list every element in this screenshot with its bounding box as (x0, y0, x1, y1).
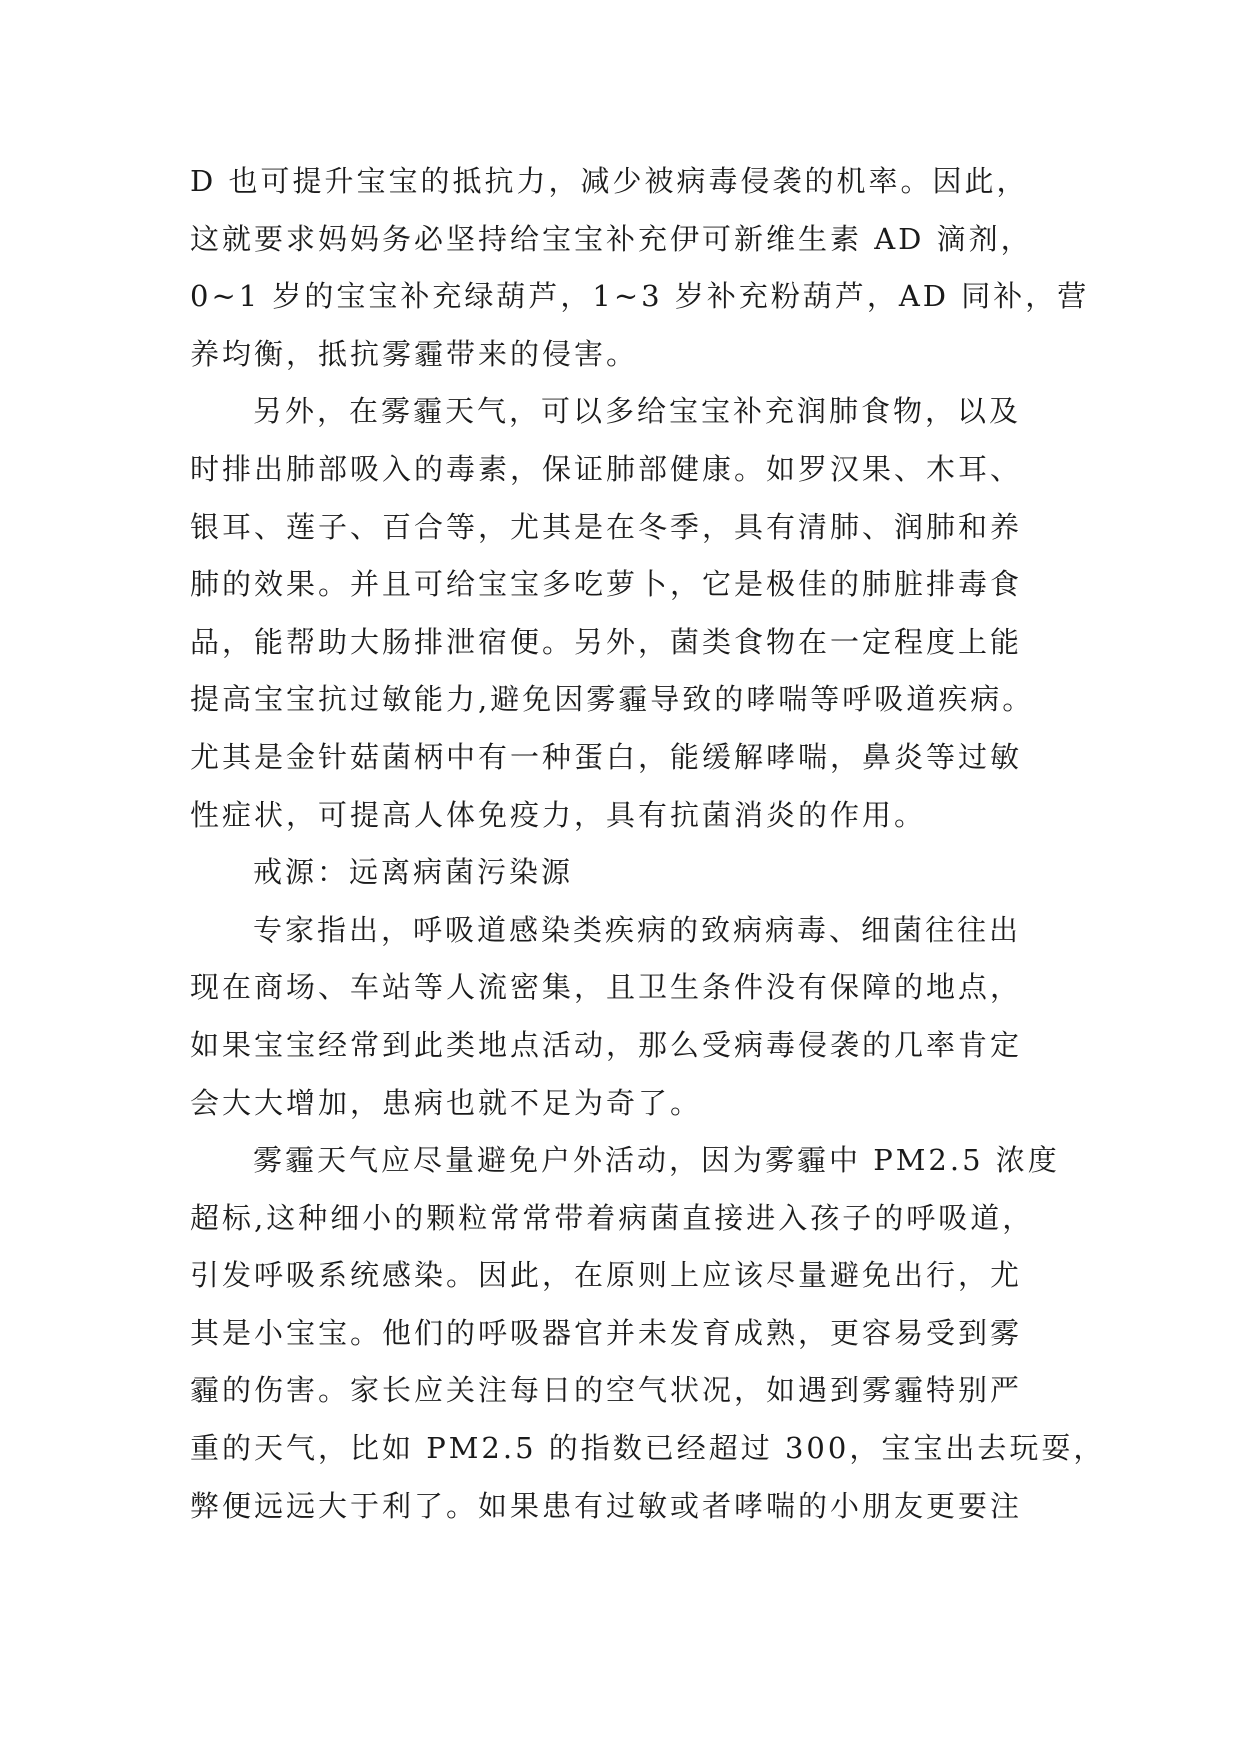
text-line: 这就要求妈妈务必坚持给宝宝补充伊可新维生素 AD 滴剂， (190, 221, 1033, 256)
section-heading: 戒源：远离病菌污染源 (253, 855, 574, 890)
text-line: 引发呼吸系统感染。因此，在原则上应该尽量避免出行，尤 (190, 1258, 1023, 1293)
text-line: 重的天气，比如 PM2.5 的指数已经超过 300，宝宝出去玩耍， (190, 1431, 1106, 1466)
text-line: 银耳、莲子、百合等，尤其是在冬季，具有清肺、润肺和养 (190, 509, 1023, 544)
text-line: 现在商场、车站等人流密集，且卫生条件没有保障的地点， (190, 970, 1023, 1005)
text-line: 时排出肺部吸入的毒素，保证肺部健康。如罗汉果、木耳、 (190, 451, 1023, 486)
text-line: 超标,这种细小的颗粒常常带着病菌直接进入孩子的呼吸道， (190, 1200, 1035, 1235)
text-line: 霾的伤害。家长应关注每日的空气状况，如遇到雾霾特别严 (190, 1373, 1023, 1408)
body-text (190, 153, 1106, 1535)
text-line: 品，能帮助大肠排泄宿便。另外，菌类食物在一定程度上能 (190, 624, 1023, 659)
text-line: D 也可提升宝宝的抵抗力，减少被病毒侵袭的机率。因此， (190, 164, 1029, 198)
text-line: 性症状，可提高人体免疫力，具有抗菌消炎的作用。 (190, 797, 927, 832)
text-line: 0~1 岁的宝宝补充绿葫芦，1~3 岁补充粉葫芦，AD 同补，营 (190, 279, 1090, 314)
paragraph-first-line: 专家指出，呼吸道感染类疾病的致病病毒、细菌往往出 (253, 912, 1022, 947)
text-line: 尤其是金针菇菌柄中有一种蛋白，能缓解哮喘，鼻炎等过敏 (190, 739, 1023, 774)
text-line: 肺的效果。并且可给宝宝多吃萝卜，它是极佳的肺脏排毒食 (190, 567, 1023, 602)
text-line: 其是小宝宝。他们的呼吸器官并未发育成熟，更容易受到雾 (190, 1315, 1023, 1350)
paragraph-first-line: 雾霾天气应尽量避免户外活动，因为雾霾中 PM2.5 浓度 (253, 1143, 1060, 1178)
paragraph-first-line: 另外，在雾霾天气，可以多给宝宝补充润肺食物，以及 (253, 394, 1022, 429)
text-line: 弊便远远大于利了。如果患有过敏或者哮喘的小朋友更要注 (190, 1488, 1023, 1523)
text-line: 如果宝宝经常到此类地点活动，那么受病毒侵袭的几率肯定 (190, 1027, 1023, 1062)
text-line: 提高宝宝抗过敏能力,避免因雾霾导致的哮喘等呼吸道疾病。 (190, 682, 1035, 717)
text-line: 养均衡，抵抗雾霾带来的侵害。 (190, 336, 639, 371)
text-line: 会大大增加，患病也就不足为奇了。 (190, 1085, 703, 1120)
